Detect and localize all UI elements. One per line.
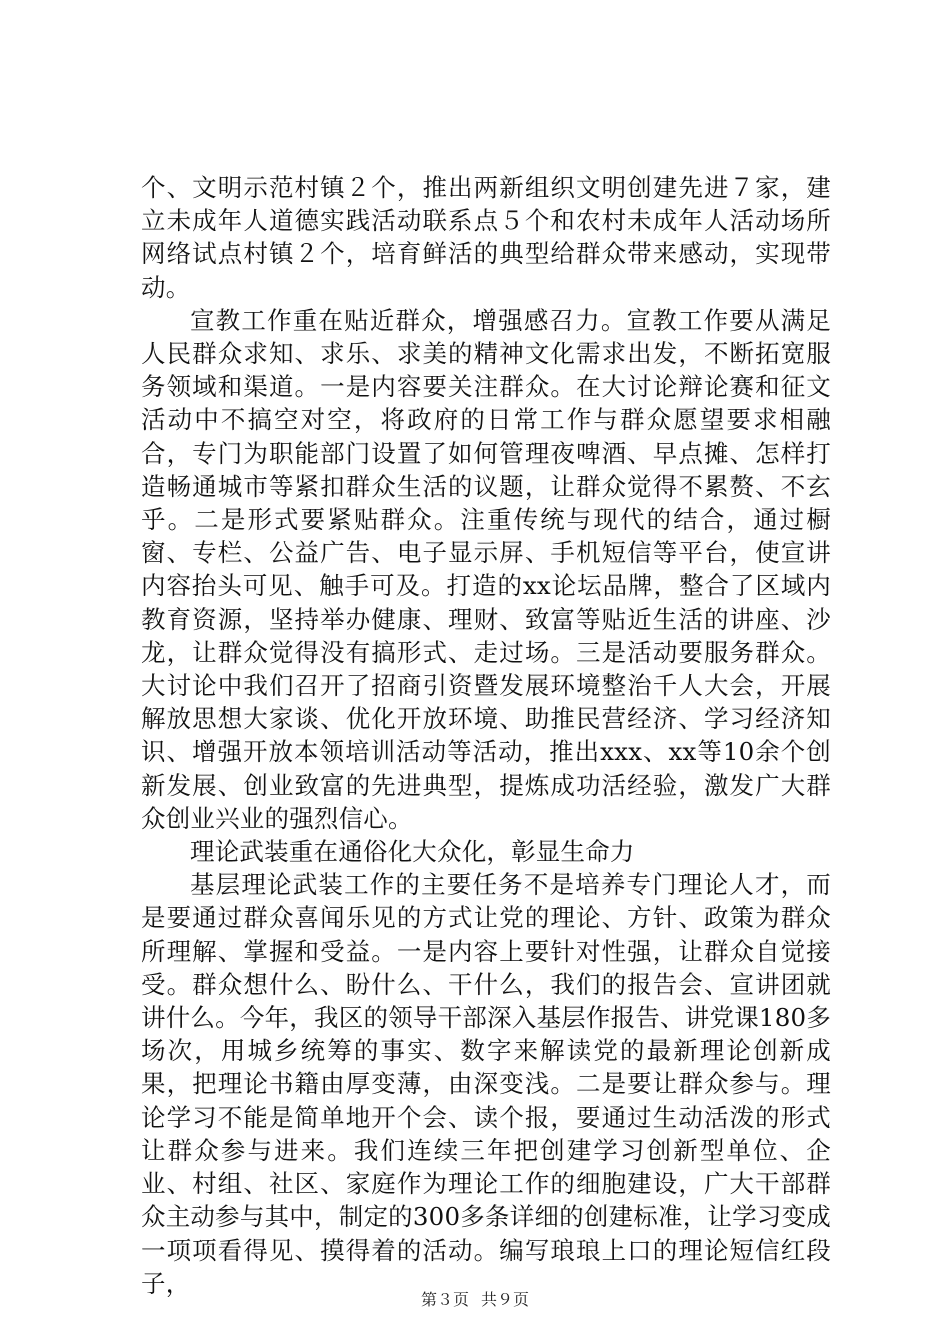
page-footer — [0, 1290, 950, 1310]
section-heading: 理论武装重在通俗化大众化，彰显生命力 — [190, 837, 635, 867]
paragraph-theory-work: 基层理论武装工作的主要任务不是培养专门理论人才，而是要通过群众喜闻乐见的方式让党的理论、方针、政策为群众所理解、掌握和受益。一是内容上要针对性强，让群众自觉接受。群众想什么、盼什么、干什么，我们的报告会、宣讲团就讲什么。今年，我区的领导干部深入基层作报告、讲党课180多场次，用城乡统筹的事实、数字来解读党的最新理论创新成果，把理论书籍由厚变薄，由深变浅。二是要让群众参与。理论学习不能是简单地开个会、读个报，要通过生动活泼的形式让群众参与进来。我们连续三年把创建学习创新型单位、企业、村组、社区、家庭作为理论工作的细胞建设，广大干部群众主动参与其中，制定的300多条详细的创建标准，让学习变成一项项看得见、摸得着的活动。编写琅琅上口的理论短信红段子， — [141, 870, 831, 1298]
paragraph-continuation: 个、文明示范村镇２个，推出两新组织文明创建先进７家，建立未成年人道德实践活动联系点５个和农村未成年人活动场所网络试点村镇２个，培育鲜活的典型给群众带来感动，实现带动。 — [141, 173, 831, 302]
page-number: 第３页 — [420, 1290, 469, 1309]
page-total: 共９页 — [481, 1290, 530, 1309]
document-body — [141, 171, 831, 1300]
paragraph-publicity-work: 宣教工作重在贴近群众，增强感召力。宣教工作要从满足人民群众求知、求乐、求美的精神文化需求出发，不断拓宽服务领域和渠道。一是内容要关注群众。在大讨论辩论赛和征文活动中不搞空对空，将政府的日常工作与群众愿望要求相融合，专门为职能部门设置了如何管理夜啤酒、早点摊、怎样打造畅通城市等紧扣群众生活的议题，让群众觉得不累赘、不玄乎。二是形式要紧贴群众。注重传统与现代的结合，通过橱窗、专栏、公益广告、电子显示屏、手机短信等平台，使宣讲内容抬头可见、触手可及。打造的xx论坛品牌，整合了区域内教育资源，坚持举办健康、理财、致富等贴近生活的讲座、沙龙，让群众觉得没有搞形式、走过场。三是活动要服务群众。大讨论中我们召开了招商引资暨发展环境整治千人大会，开展解放思想大家谈、优化开放环境、助推民营经济、学习经济知识、增强开放本领培训活动等活动，推出xxx、xx等10余个创新发展、创业致富的先进典型，提炼成功活经验，激发广大群众创业兴业的强烈信心。 — [141, 305, 831, 833]
